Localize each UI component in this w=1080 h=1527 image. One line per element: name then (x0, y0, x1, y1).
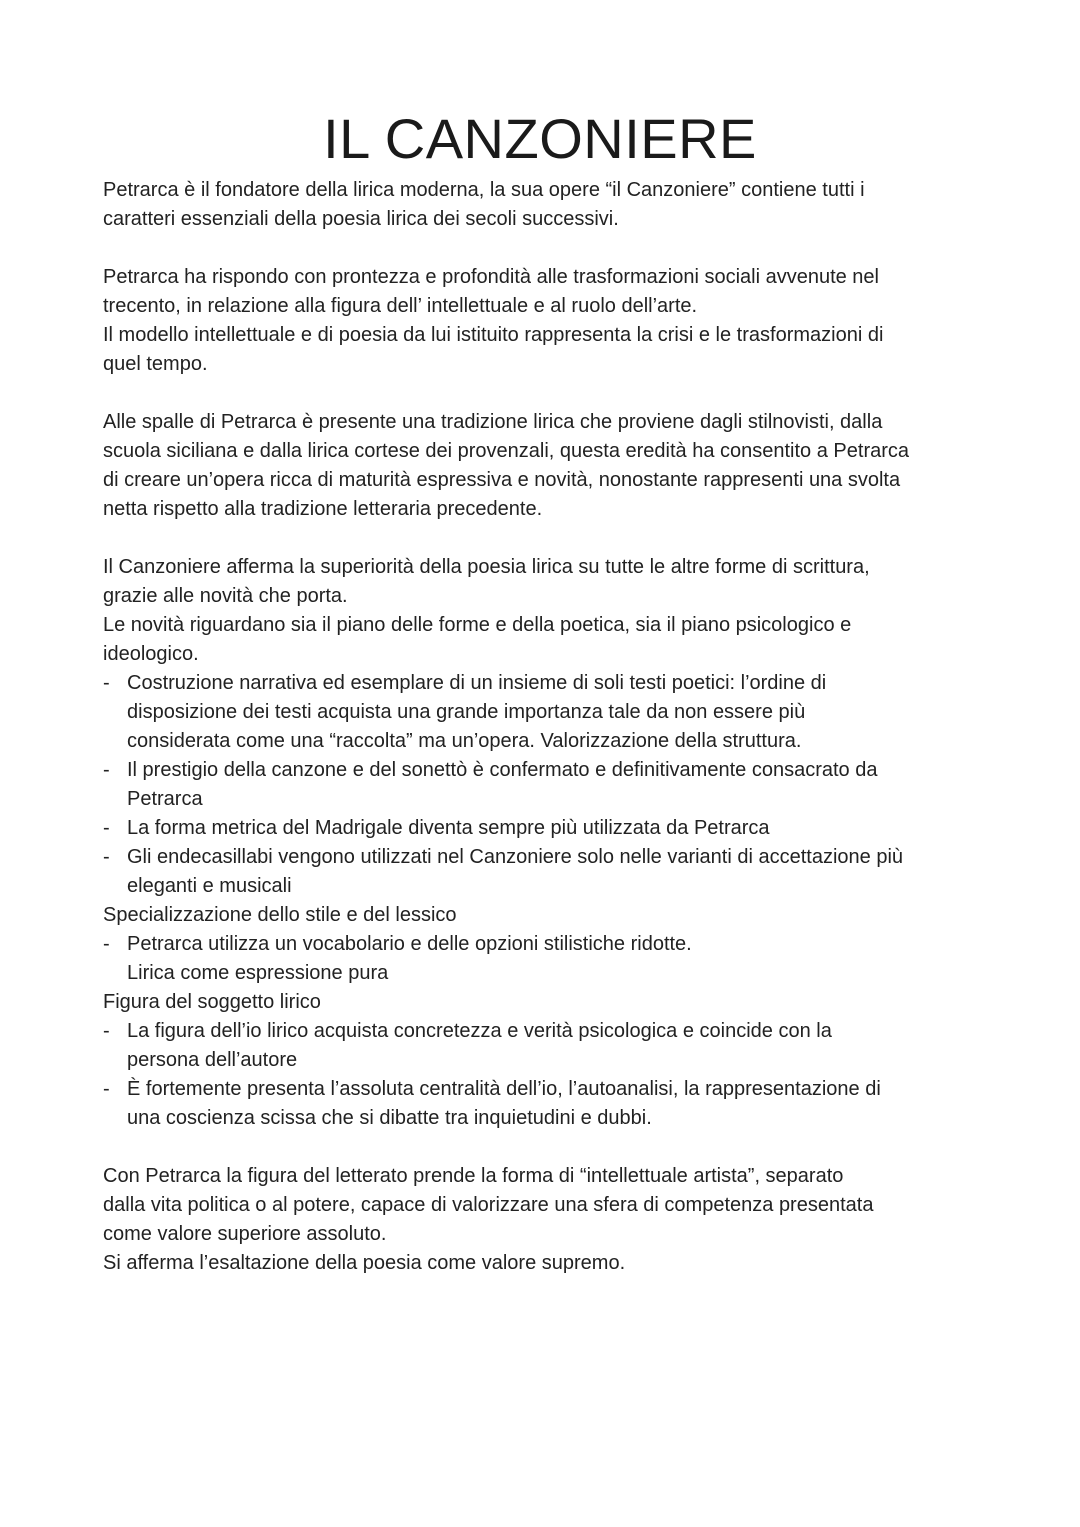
text-line: di creare un’opera ricca di maturità espressiva e novità, nonostante rappresenti una svolta (103, 469, 901, 491)
text-line: disposizione dei testi acquista una grande importanza tale da non essere più (127, 701, 806, 723)
paragraph-conclusion (103, 1162, 993, 1278)
text-line: Il prestigio della canzone e del sonettò è confermato e definitivamente consacrato da (127, 759, 878, 781)
dash-bullet: - (103, 672, 110, 694)
paragraph-novelties (103, 553, 993, 669)
section-heading-style: Specializzazione dello stile e del lessico (103, 904, 457, 926)
list-item (103, 930, 993, 988)
list-subject (103, 1017, 993, 1133)
text-line: trecento, in relazione alla figura dell’ intellettuale e al ruolo dell’arte. (103, 295, 698, 317)
text-line: grazie alle novità che porta. (103, 585, 348, 607)
text-line: Con Petrarca la figura del letterato prende la forma di “intellettuale artista”, separato (103, 1165, 844, 1187)
page-title: IL CANZONIERE (323, 107, 757, 170)
dash-bullet: - (103, 817, 110, 839)
text-line: La forma metrica del Madrigale diventa sempre più utilizzata da Petrarca (127, 817, 770, 839)
document-body (103, 176, 993, 1278)
text-line: Petrarca (127, 788, 203, 810)
dash-bullet: - (103, 759, 110, 781)
text-line: una coscienza scissa che si dibatte tra inquietudini e dubbi. (127, 1107, 652, 1129)
text-line: Gli endecasillabi vengono utilizzati nel Canzoniere solo nelle varianti di accettazione più (127, 846, 904, 868)
text-line: quel tempo. (103, 353, 208, 375)
list-item (103, 1017, 993, 1075)
paragraph-spacer (103, 379, 993, 408)
text-line: Petrarca è il fondatore della lirica moderna, la sua opere “il Canzoniere” contiene tutti i (103, 179, 865, 201)
list-item (103, 843, 993, 901)
text-line: persona dell’autore (127, 1049, 298, 1071)
section-heading-subject: Figura del soggetto lirico (103, 991, 321, 1013)
text-line: Petrarca ha rispondo con prontezza e profondità alle trasformazioni sociali avvenute nel (103, 266, 879, 288)
text-line: Petrarca utilizza un vocabolario e delle opzioni stilistiche ridotte. (127, 933, 692, 955)
text-line: Il Canzoniere afferma la superiorità della poesia lirica su tutte le altre forme di scrittura, (103, 556, 870, 578)
dash-bullet: - (103, 1020, 110, 1042)
dash-bullet: - (103, 933, 110, 955)
paragraph-spacer (103, 1133, 993, 1162)
text-line: netta rispetto alla tradizione letteraria precedente. (103, 498, 543, 520)
text-line: È fortemente presenta l’assoluta centralità dell’io, l’autoanalisi, la rappresentazione di (127, 1078, 881, 1100)
text-line: La figura dell’io lirico acquista concretezza e verità psicologica e coincide con la (127, 1020, 832, 1042)
paragraph-intro (103, 176, 993, 234)
text-line: eleganti e musicali (127, 875, 292, 897)
text-line: dalla vita politica o al potere, capace di valorizzare una sfera di competenza presentata (103, 1194, 874, 1216)
text-line: considerata come una “raccolta” ma un’opera. Valorizzazione della struttura. (127, 730, 802, 752)
paragraph-spacer (103, 524, 993, 553)
list-forms (103, 669, 993, 901)
text-line: Le novità riguardano sia il piano delle forme e della poetica, sia il piano psicologico e (103, 614, 852, 636)
text-line: Alle spalle di Petrarca è presente una tradizione lirica che proviene dagli stilnovisti, dalla (103, 411, 883, 433)
text-line: Si afferma l’esaltazione della poesia come valore supremo. (103, 1252, 626, 1274)
text-line: scuola siciliana e dalla lirica cortese dei provenzali, questa eredità ha consentito a Petrarca (103, 440, 910, 462)
text-line: Lirica come espressione pura (127, 962, 389, 984)
text-line: Il modello intellettuale e di poesia da lui istituito rappresenta la crisi e le trasformazioni di (103, 324, 884, 346)
list-item (103, 669, 993, 756)
list-item (103, 1075, 993, 1133)
dash-bullet: - (103, 1078, 110, 1100)
list-item (103, 814, 993, 843)
text-line: ideologico. (103, 643, 199, 665)
text-line: Costruzione narrativa ed esemplare di un insieme di soli testi poetici: l’ordine di (127, 672, 827, 694)
paragraph-tradition (103, 408, 993, 524)
paragraph-spacer (103, 234, 993, 263)
text-line: come valore superiore assoluto. (103, 1223, 387, 1245)
dash-bullet: - (103, 846, 110, 868)
paragraph-transformations (103, 263, 993, 379)
list-style (103, 930, 993, 988)
list-item (103, 756, 993, 814)
text-line: caratteri essenziali della poesia lirica dei secoli successivi. (103, 208, 619, 230)
